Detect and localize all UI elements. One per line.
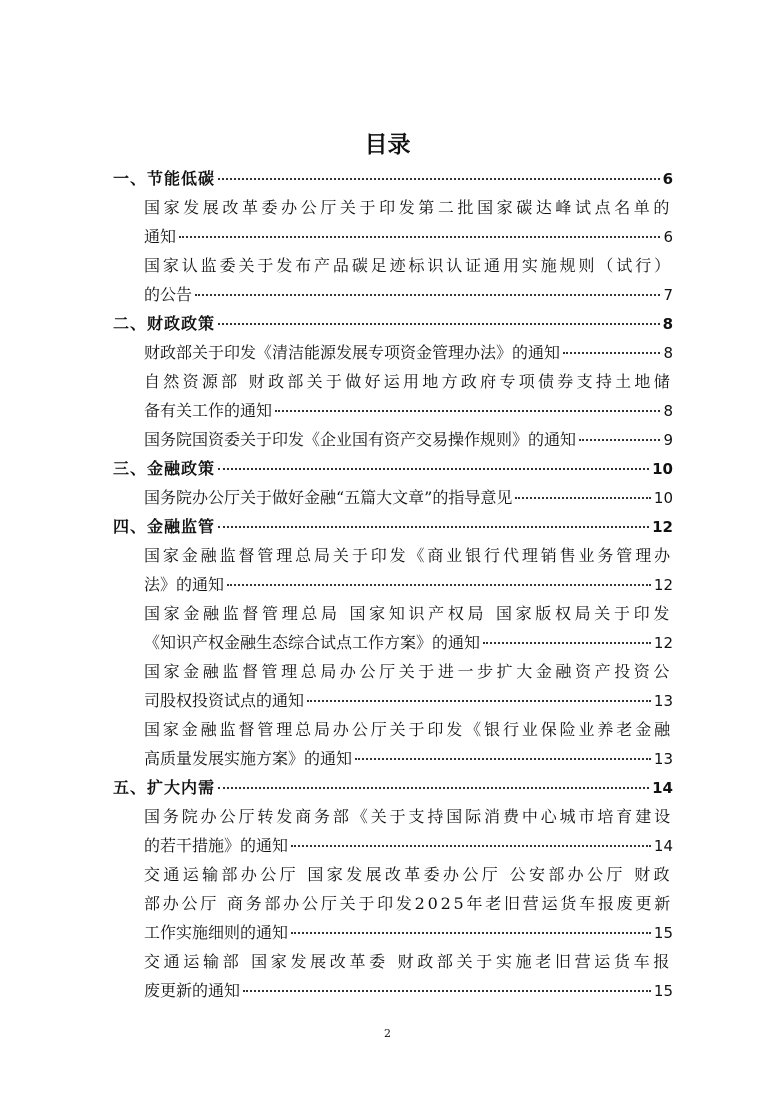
toc-section-heading[interactable] (113, 454, 673, 483)
dot-leader (218, 178, 660, 180)
section-title: 二、财政政策 (113, 314, 216, 333)
entry-page-number: 7 (663, 286, 673, 304)
dot-leader (179, 236, 660, 238)
entry-title-line: 国家认监委关于发布产品碳足迹标识认证通用实施规则（试行） (144, 256, 673, 275)
entry-page-number: 6 (663, 228, 673, 246)
entry-title-line: 通知 (144, 227, 177, 246)
entry-page-number: 13 (653, 692, 673, 710)
dot-leader (483, 642, 651, 644)
entry-title-line: 国家金融监督管理总局办公厅关于进一步扩大金融资产投资公 (144, 662, 673, 681)
entry-page-number: 14 (653, 837, 673, 855)
toc-title: 目录 (364, 132, 411, 158)
dot-leader (355, 758, 651, 760)
entry-page-number: 15 (653, 924, 673, 942)
toc-entry-continuation[interactable] (113, 918, 673, 947)
toc-entry-continuation[interactable] (113, 396, 673, 425)
entry-title-line: 备有关工作的通知 (144, 401, 273, 420)
entry-title-line: 工作实施细则的通知 (144, 923, 289, 942)
section-page-number: 6 (662, 170, 673, 188)
toc-entry[interactable] (113, 367, 673, 396)
toc-entry-continuation[interactable] (113, 744, 673, 773)
entry-title: 国务院国资委关于印发《企业国有资产交易操作规则》的通知 (144, 430, 577, 449)
entry-title-line: 国家发展改革委办公厅关于印发第二批国家碳达峰试点名单的 (144, 198, 673, 217)
dot-leader (291, 845, 651, 847)
dot-leader (218, 526, 649, 528)
entry-title-line: 交通运输部 国家发展改革委 财政部关于实施老旧营运货车报 (144, 952, 673, 971)
entry-title: 国务院办公厅关于做好金融“五篇大文章”的指导意见 (144, 488, 513, 507)
table-of-contents (113, 164, 673, 1005)
section-title: 三、金融政策 (113, 459, 216, 478)
section-title: 一、节能低碳 (113, 169, 216, 188)
dot-leader (291, 932, 651, 934)
dot-leader (307, 700, 651, 702)
entry-title: 财政部关于印发《清洁能源发展专项资金管理办法》的通知 (144, 343, 561, 362)
toc-entry-continuation[interactable] (113, 889, 673, 918)
entry-title-line: 国家金融监督管理总局关于印发《商业银行代理销售业务管理办 (144, 546, 673, 565)
toc-section-heading[interactable] (113, 164, 673, 193)
entry-title-line: 国家金融监督管理总局办公厅关于印发《银行业保险业养老金融 (144, 720, 673, 739)
toc-section-heading[interactable] (113, 512, 673, 541)
dot-leader (195, 294, 660, 296)
dot-leader (243, 990, 651, 992)
toc-entry[interactable] (113, 251, 673, 280)
toc-entry-continuation[interactable] (113, 222, 673, 251)
toc-entry[interactable] (113, 193, 673, 222)
dot-leader (218, 323, 660, 325)
toc-entry-continuation[interactable] (113, 831, 673, 860)
dot-leader (275, 410, 660, 412)
entry-page-number: 8 (663, 344, 673, 362)
dot-leader (227, 584, 651, 586)
entry-page-number: 12 (653, 634, 673, 652)
entry-title-line: 国务院办公厅转发商务部《关于支持国际消费中心城市培育建设 (144, 807, 673, 826)
entry-title-line: 部办公厅 商务部办公厅关于印发2025年老旧营运货车报废更新 (144, 894, 673, 913)
toc-entry[interactable] (113, 483, 673, 512)
entry-page-number: 15 (653, 982, 673, 1000)
toc-entry[interactable] (113, 715, 673, 744)
toc-entry[interactable] (113, 947, 673, 976)
section-page-number: 8 (662, 315, 673, 333)
toc-entry[interactable] (113, 599, 673, 628)
toc-entry-continuation[interactable] (113, 976, 673, 1005)
toc-entry-continuation[interactable] (113, 570, 673, 599)
page-number: 2 (384, 1027, 391, 1040)
dot-leader (515, 497, 651, 499)
entry-page-number: 10 (653, 489, 673, 507)
entry-title-line: 的公告 (144, 285, 193, 304)
dot-leader (218, 468, 649, 470)
toc-section-heading[interactable] (113, 309, 673, 338)
entry-page-number: 12 (653, 576, 673, 594)
toc-entry[interactable] (113, 338, 673, 367)
entry-title-line: 《知识产权金融生态综合试点工作方案》的通知 (144, 633, 481, 652)
dot-leader (563, 352, 660, 354)
toc-entry[interactable] (113, 860, 673, 889)
toc-entry[interactable] (113, 425, 673, 454)
toc-entry-continuation[interactable] (113, 686, 673, 715)
section-page-number: 14 (652, 779, 673, 797)
toc-entry-continuation[interactable] (113, 280, 673, 309)
toc-section-heading[interactable] (113, 773, 673, 802)
entry-page-number: 9 (663, 431, 673, 449)
entry-title-line: 法》的通知 (144, 575, 225, 594)
entry-page-number: 13 (653, 750, 673, 768)
dot-leader (579, 439, 660, 441)
entry-title-line: 司股权投资试点的通知 (144, 691, 305, 710)
entry-title-line: 交通运输部办公厅 国家发展改革委办公厅 公安部办公厅 财政 (144, 865, 673, 884)
entry-title-line: 高质量发展实施方案》的通知 (144, 749, 353, 768)
toc-entry-continuation[interactable] (113, 628, 673, 657)
entry-page-number: 8 (663, 402, 673, 420)
section-title: 四、金融监管 (113, 517, 216, 536)
toc-entry[interactable] (113, 541, 673, 570)
section-page-number: 10 (652, 460, 673, 478)
entry-title-line: 的若干措施》的通知 (144, 836, 289, 855)
entry-title-line: 自然资源部 财政部关于做好运用地方政府专项债券支持土地储 (144, 372, 673, 391)
section-page-number: 12 (652, 518, 673, 536)
entry-title-line: 废更新的通知 (144, 981, 241, 1000)
section-title: 五、扩大内需 (113, 778, 216, 797)
toc-entry[interactable] (113, 802, 673, 831)
dot-leader (218, 787, 649, 789)
entry-title-line: 国家金融监督管理总局 国家知识产权局 国家版权局关于印发 (144, 604, 673, 623)
toc-entry[interactable] (113, 657, 673, 686)
